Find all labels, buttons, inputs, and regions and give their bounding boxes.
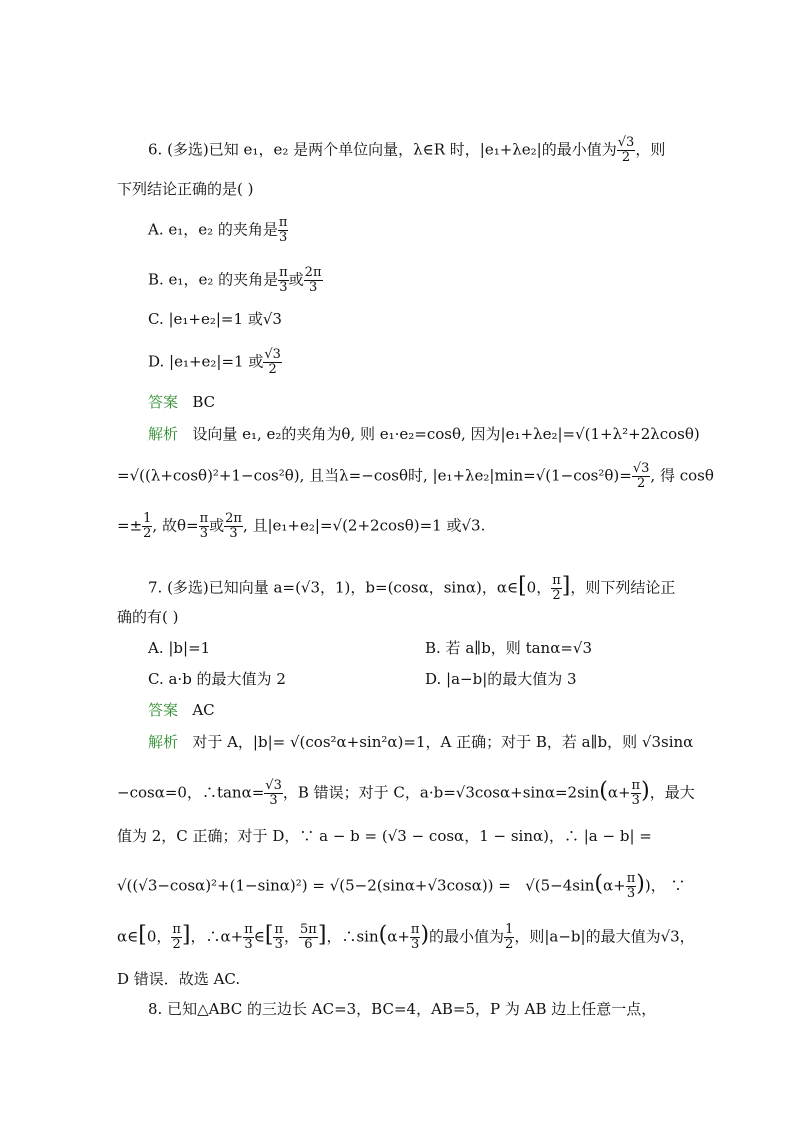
analysis-label: 解析 xyxy=(148,425,179,443)
q6-option-d: D. |e₁+e₂|=1 或 $\frac{√3}{2}$ xyxy=(148,347,281,377)
answer-label: 答案 xyxy=(148,701,179,719)
q7-option-b: B. 若 a∥b，则 tanα=√3 xyxy=(425,639,592,657)
q6-option-a: A. e₁，e₂ 的夹角是 $\frac{\pi}{3}$ xyxy=(148,215,288,245)
q6-analysis-line2: =√((λ+cosθ)²+1−cos²θ), 且当λ=−cosθ时, |e₁+λe₂|min=√(1−cos²θ)= $\frac{√3}{2}$ , 得 cosθ xyxy=(117,461,714,491)
q7-analysis-line5: α∈[0， $\frac{\pi}{2}$ ]，∴α+ $\frac{\pi}{3}$ ∈[ $\frac{\pi}{3}$ ， $\frac{5\pi}{6}$ ]，∴sin(α+ $\frac{\pi}{3}$ )的最小值为 $\frac{1}{2}$ ，则|a−b|的最大值为√3， xyxy=(117,922,695,952)
q7-stem-line2: 确的有( ) xyxy=(117,608,179,626)
q7-analysis-line4: √((√3−cosα)²+(1−sinα)²) = √(5−2(sinα+√3cosα)) = √(5−4sin(α+ $\frac{\pi}{3}$ ))， ∵ xyxy=(117,871,686,901)
q7-analysis-line2: −cosα=0，∴tanα= $\frac{√3}{3}$ ，B 错误；对于 C，a·b=√3cosα+sinα=2sin(α+ $\frac{\pi}{3}$ )，最大 xyxy=(117,778,695,808)
q6-analysis-line1: 解析 设向量 e₁, e₂的夹角为θ, 则 e₁·e₂=cosθ, 因为|e₁+λe₂|=√(1+λ²+2λcosθ) xyxy=(148,425,700,443)
q6-option-c: C. |e₁+e₂|=1 或√3 xyxy=(148,310,282,328)
q7-analysis-line6: D 错误．故选 AC. xyxy=(117,970,241,988)
answer-value: AC xyxy=(192,701,215,719)
q7-analysis-line3: 值为 2，C 正确；对于 D，∵ a − b = (√3 − cosα，1 − sinα)，∴ |a − b| = xyxy=(117,827,652,845)
analysis-label: 解析 xyxy=(148,733,179,751)
q6-option-b: B. e₁，e₂ 的夹角是 $\frac{\pi}{3}$ 或 $\frac{2\pi}{3}$ xyxy=(148,265,322,295)
q8-stem-line1: 8. 已知△ABC 的三边长 AC=3，BC=4，AB=5，P 为 AB 边上任意一点， xyxy=(148,1000,657,1018)
answer-label: 答案 xyxy=(148,393,179,411)
q7-option-d: D. |a−b|的最大值为 3 xyxy=(425,670,577,688)
q7-option-a: A. |b|=1 xyxy=(148,639,211,657)
q7-answer xyxy=(148,699,215,721)
fraction: $\frac{√3}{2}$ xyxy=(617,135,635,165)
q7-stem-line1: 7. (多选)已知向量 a=(√3，1)，b=(cosα，sinα)，α∈[0， $\frac{\pi}{2}$ ]，则下列结论正 xyxy=(148,573,676,603)
q6-stem-line1: 6. (多选)已知 e₁，e₂ 是两个单位向量，λ∈R 时，|e₁+λe₂|的最小值为 $\frac{√3}{2}$ ，则 xyxy=(148,135,666,165)
q6-stem-line2: 下列结论正确的是( ) xyxy=(117,180,254,198)
q7-option-c: C. a·b 的最大值为 2 xyxy=(148,670,286,688)
q6-analysis-line3: =± $\frac{1}{2}$ , 故θ= $\frac{\pi}{3}$ 或 $\frac{2\pi}{3}$ , 且|e₁+e₂|=√(2+2cosθ)=1 或√3. xyxy=(117,511,486,541)
q6-answer xyxy=(148,391,215,413)
q7-analysis-line1: 解析 对于 A，|b|= √(cos²α+sin²α)=1，A 正确；对于 B，若 a∥b，则 √3sinα xyxy=(148,733,694,751)
answer-value: BC xyxy=(192,393,216,411)
